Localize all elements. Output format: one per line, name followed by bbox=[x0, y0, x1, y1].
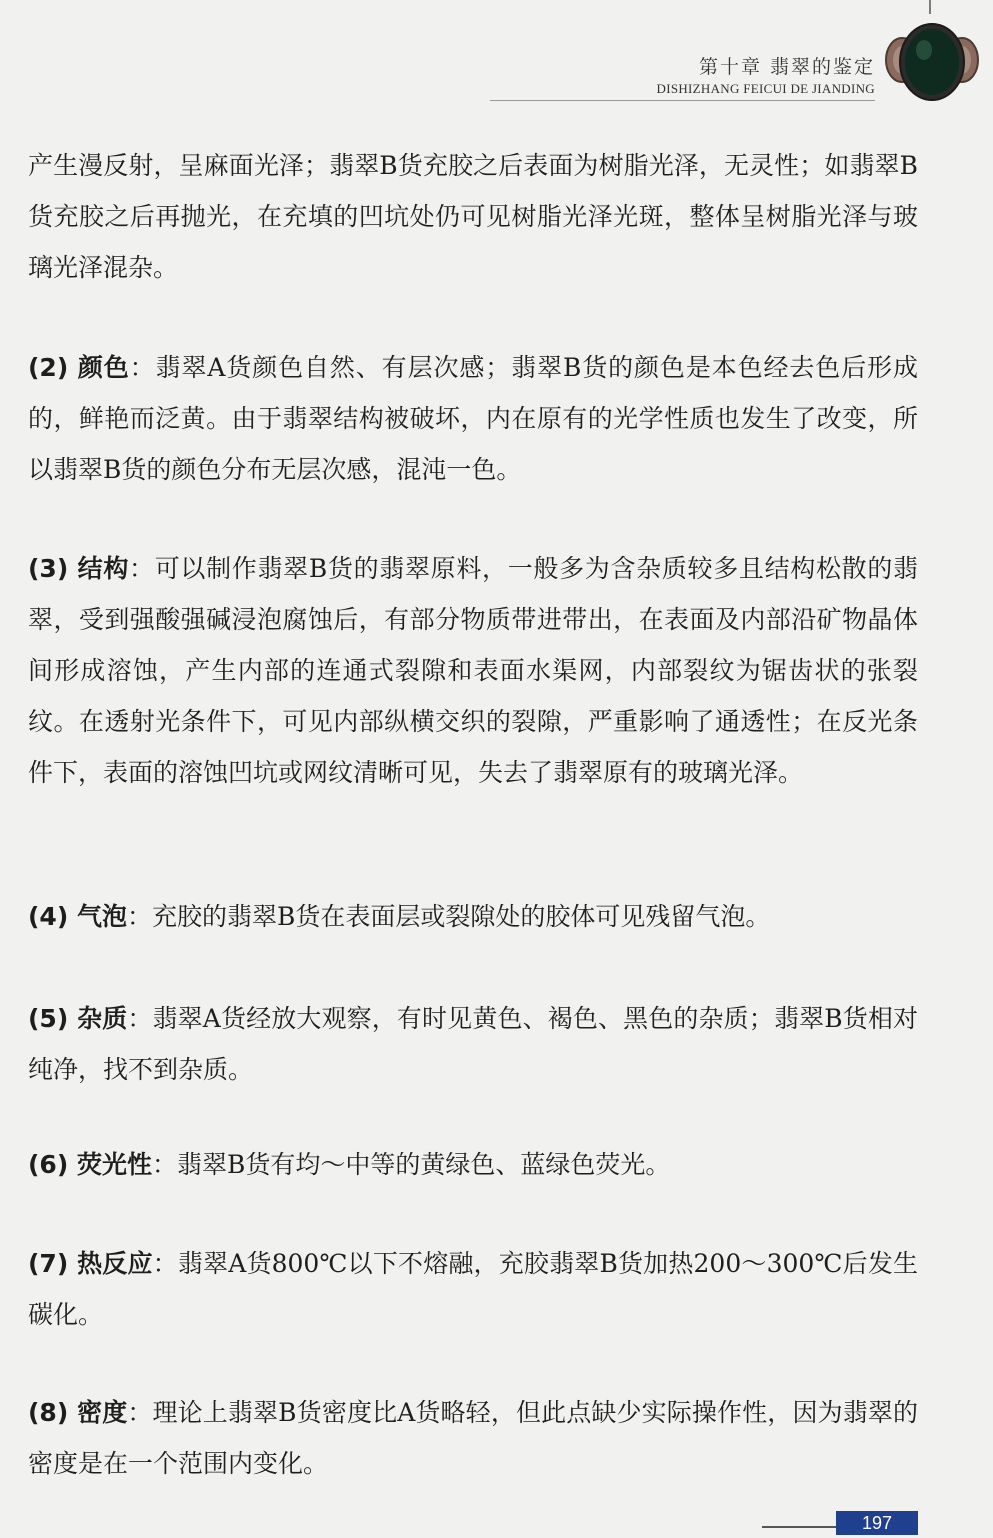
paragraph-label: (3) 结构 bbox=[28, 554, 130, 583]
chapter-title-en: DISHIZHANG FEICUI DE JIANDING bbox=[656, 81, 875, 96]
paragraph-impurities bbox=[28, 993, 918, 1095]
paragraph-label: (7) 热反应 bbox=[28, 1249, 153, 1278]
paragraph-label: (4) 气泡 bbox=[28, 902, 127, 931]
paragraph-text: ：翡翠A货颜色自然、有层次感；翡翠B货的颜色是本色经去色后形成的，鲜艳而泛黄。由于翡翠结构被破坏，内在原有的光学性质也发生了改变，所以翡翠B货的颜色分布无层次感，混沌一色。 bbox=[28, 353, 919, 484]
paragraph-text: ：可以制作翡翠B货的翡翠原料，一般多为含杂质较多且结构松散的翡翠，受到强酸强碱浸泡腐蚀后，有部分物质带进带出，在表面及内部沿矿物晶体间形成溶蚀，产生内部的连通式裂隙和表面水渠网，内部裂纹为锯齿状的张裂纹。在透射光条件下，可见内部纵横交织的裂隙，严重影响了通透性；在反光条件下，表面的溶蚀凹坑或网纹清晰可见，失去了翡翠原有的玻璃光泽。 bbox=[28, 554, 919, 787]
header-rule bbox=[490, 100, 875, 101]
paragraph-label: (2) 颜色 bbox=[28, 353, 130, 382]
paragraph-label: (6) 荧光性 bbox=[28, 1150, 152, 1179]
paragraph-text: ：翡翠B货有均～中等的黄绿色、蓝绿色荧光。 bbox=[151, 1150, 671, 1179]
paragraph-thermal-reaction bbox=[28, 1238, 918, 1340]
paragraph-color bbox=[28, 342, 918, 495]
paragraph-fluorescence bbox=[28, 1139, 918, 1190]
paragraph-density bbox=[28, 1387, 918, 1489]
paragraph-luster bbox=[28, 140, 918, 293]
page-number: 197 bbox=[836, 1511, 918, 1535]
footer-rule bbox=[762, 1526, 842, 1528]
chapter-title-cn: 第十章 翡翠的鉴定 bbox=[698, 56, 875, 78]
paragraph-structure bbox=[28, 543, 918, 798]
jade-emblem-icon bbox=[880, 0, 993, 110]
paragraph-text: ：充胶的翡翠B货在表面层或裂隙处的胶体可见残留气泡。 bbox=[126, 902, 771, 931]
running-header bbox=[657, 54, 875, 98]
paragraph-label: (5) 杂质 bbox=[28, 1004, 128, 1033]
paragraph-text: ：翡翠A货800℃以下不熔融，充胶翡翠B货加热200～300℃后发生碳化。 bbox=[28, 1249, 919, 1329]
paragraph-text: ：翡翠A货经放大观察，有时见黄色、褐色、黑色的杂质；翡翠B货相对纯净，找不到杂质。 bbox=[28, 1004, 918, 1084]
paragraph-label: (8) 密度 bbox=[28, 1398, 128, 1427]
paragraph-bubbles bbox=[28, 891, 918, 942]
paragraph-text: ：理论上翡翠B货密度比A货略轻，但此点缺少实际操作性，因为翡翠的密度是在一个范围内变化。 bbox=[28, 1398, 918, 1478]
paragraph-text: 产生漫反射，呈麻面光泽；翡翠B货充胶之后表面为树脂光泽，无灵性；如翡翠B货充胶之后再抛光，在充填的凹坑处仍可见树脂光泽光斑，整体呈树脂光泽与玻璃光泽混杂。 bbox=[28, 151, 918, 282]
